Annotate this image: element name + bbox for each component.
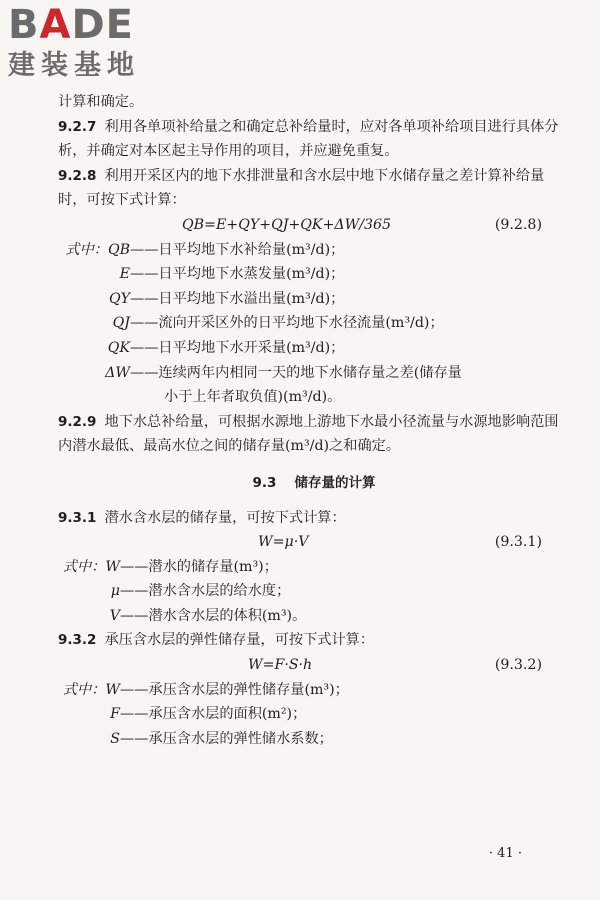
- definition-symbol: S: [110, 730, 120, 747]
- clause-number: 9.2.9: [58, 413, 97, 430]
- definition-row: [58, 727, 570, 752]
- definition-row: [58, 336, 570, 361]
- definition-row: [58, 238, 570, 263]
- definition-row: [58, 311, 570, 336]
- definition-text: ——日平均地下水溢出量(m³/d)；: [130, 290, 345, 307]
- clause-9-2-8: [58, 164, 570, 213]
- definition-row: [58, 361, 570, 386]
- definition-symbol: 式中：W: [62, 681, 120, 698]
- definitions-9-2-8: [58, 238, 570, 410]
- equation-9-3-2: [58, 653, 570, 678]
- definition-continuation: 小于上年者取负值)(m³/d)。: [164, 389, 342, 406]
- definition-text: ——承压含水层的面积(m²)；: [120, 706, 307, 723]
- definition-text: ——日平均地下水开采量(m³/d)；: [130, 339, 345, 356]
- definitions-9-3-2: [58, 678, 570, 752]
- definition-text: ——承压含水层的弹性储存量(m³)；: [120, 681, 349, 698]
- clause-9-3-1: [58, 506, 570, 531]
- clause-text: 潜水含水层的储存量，可按下式计算：: [104, 509, 346, 526]
- equation-formula: QB=E+QY+QJ+QK+ΔW/365: [182, 216, 392, 233]
- clause-9-2-9: [58, 410, 570, 459]
- definition-text: ——连续两年内相同一天的地下水储存量之差(储存量: [130, 364, 462, 381]
- page-number: · 41 ·: [488, 846, 522, 861]
- definition-symbol: ΔW: [105, 364, 130, 381]
- equation-number: (9.3.1): [494, 534, 542, 551]
- definition-symbol: QK: [107, 339, 130, 356]
- equation-9-3-1: [58, 530, 570, 555]
- definition-text: ——日平均地下水补给量(m³/d)；: [130, 241, 345, 258]
- clause-text: 利用各单项补给量之和确定总补给量时，应对各单项补给项目进行具体分析，并确定对本区起主导作用的项目，并应避免重复。: [58, 118, 559, 160]
- definition-symbol: 式中：W: [62, 558, 120, 575]
- definitions-9-3-1: [58, 555, 570, 629]
- definition-text: ——流向开采区外的日平均地下水径流量(m³/d)；: [130, 315, 444, 332]
- logo-subtitle: 建装基地: [8, 50, 140, 81]
- clause-9-2-7: [58, 115, 570, 164]
- definition-row: [58, 262, 570, 287]
- clause-number: 9.3.1: [58, 509, 97, 526]
- equation-formula: W=F·S·h: [248, 657, 313, 674]
- definition-symbol: QJ: [112, 315, 130, 332]
- definition-text: ——潜水含水层的给水度；: [120, 583, 291, 600]
- section-heading: [58, 471, 570, 496]
- section-number: 9.3: [252, 474, 277, 491]
- definition-text: ——潜水含水层的体积(m³)。: [120, 607, 307, 624]
- definition-row: [58, 702, 570, 727]
- definition-row: [58, 604, 570, 629]
- clause-number: 9.2.8: [58, 167, 97, 184]
- definition-row: [58, 579, 570, 604]
- clause-number: 9.2.7: [58, 118, 97, 135]
- equation-number: (9.3.2): [494, 657, 542, 674]
- clause-number: 9.3.2: [58, 632, 97, 649]
- definition-symbol: μ: [110, 583, 120, 600]
- equation-number: (9.2.8): [494, 216, 542, 233]
- definition-symbol: E: [119, 266, 130, 283]
- section-title: 储存量的计算: [294, 474, 376, 491]
- clause-text: 承压含水层的弹性储存量，可按下式计算：: [104, 632, 375, 649]
- clause-text: 利用开采区内的地下水排泄量和含水层中地下水储存量之差计算补给量时，可按下式计算：: [58, 167, 545, 209]
- clause-9-3-2: [58, 628, 570, 653]
- definition-symbol: V: [109, 607, 120, 624]
- definition-row: [58, 555, 570, 580]
- definition-row: [58, 287, 570, 312]
- logo-text: BADE: [8, 2, 134, 48]
- paragraph-continuation: 计算和确定。: [58, 94, 144, 110]
- clause-text: 地下水总补给量，可根据水源地上游地下水最小径流量与水源地影响范围内潜水最低、最高水位之间的储存量(m³/d)之和确定。: [58, 413, 559, 455]
- equation-9-2-8: [58, 213, 570, 238]
- document-page: [58, 90, 570, 751]
- definition-symbol: F: [110, 706, 120, 723]
- definition-symbol: 式中：QB: [65, 241, 130, 258]
- definition-text: ——日平均地下水蒸发量(m³/d)；: [130, 266, 345, 283]
- definition-text: ——承压含水层的弹性储水系数；: [120, 730, 333, 747]
- definition-text: ——潜水的储存量(m³)；: [120, 558, 278, 575]
- definition-row: [58, 678, 570, 703]
- definition-symbol: QY: [109, 290, 130, 307]
- logo: [8, 4, 188, 88]
- equation-formula: W=μ·V: [258, 534, 309, 551]
